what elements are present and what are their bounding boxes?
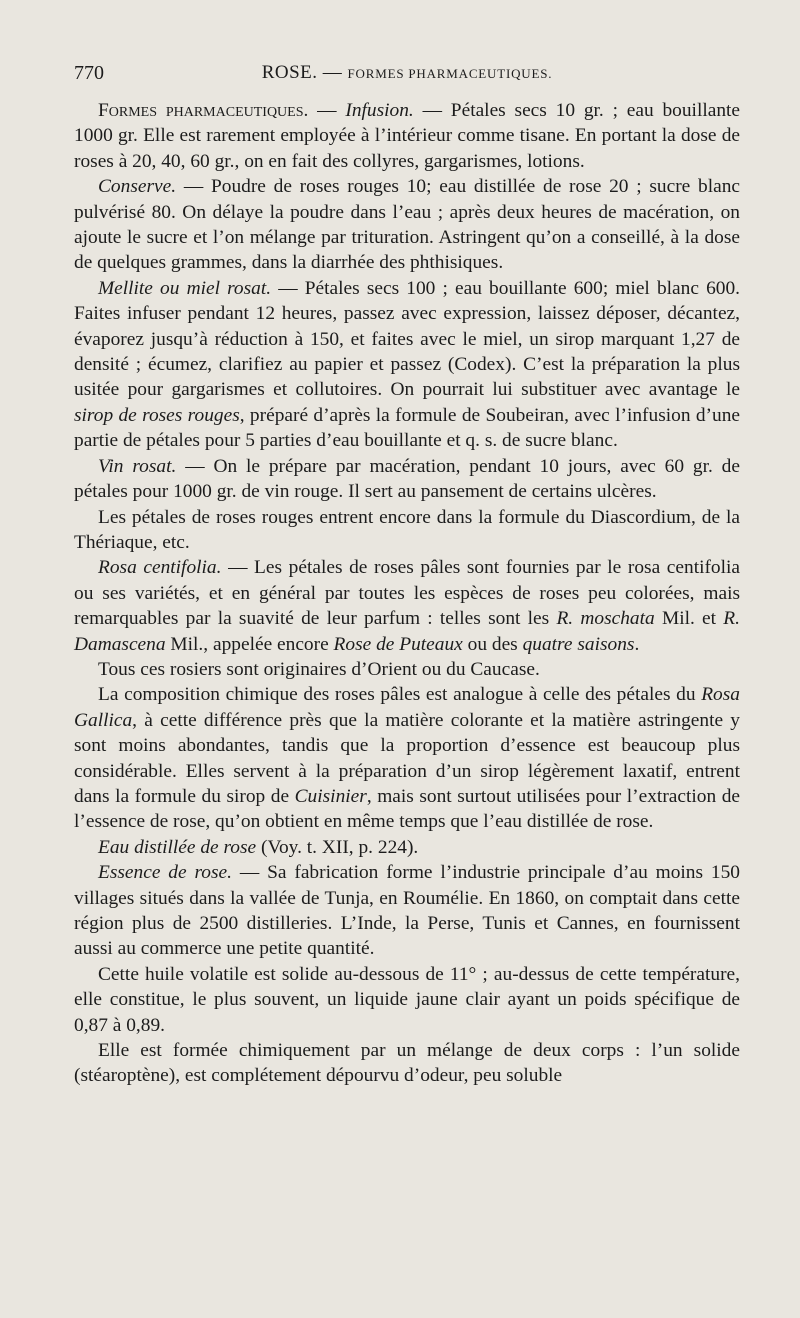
paragraph-composition-chimique — [74, 1038, 740, 1089]
text-run: Tous ces rosiers sont originaires d’Orient ou du Caucase. — [98, 658, 540, 680]
text-run: — Sa fabrication forme l’industrie principale d’au moins 150 villages situés dans la vallée de Tunja, en Roumélie. En 1860, on comptait dans cette région plus de 2500 distilleries. L’Inde, la Perse, Tunis et Cannes, en fournissent aussi au commerce une petite quantité. — [74, 862, 740, 960]
term-quatre-saisons: quatre saisons — [522, 633, 635, 655]
text-run: Les pétales de roses rouges entrent encore dans la formule du Diascordium, de la Thériaque, etc. — [74, 506, 740, 553]
paragraph-origine — [74, 657, 740, 682]
paragraph-conserve — [74, 174, 740, 276]
page-body — [74, 98, 740, 1089]
page-number: 770 — [74, 62, 104, 84]
paragraph-rosa-centifolia — [74, 555, 740, 657]
text-run: Elle est formée chimiquement par un mélange de deux corps : l’un solide (stéaroptène), est complétement dépourvu d’odeur, peu soluble — [74, 1040, 740, 1087]
running-dash: — — [322, 62, 343, 83]
text-run: , mais sont surtout utilisées pour l’extraction de l’essence de rose, qu’on obtient en même temps que l’eau distillée de rose. — [74, 785, 740, 833]
paragraph-eau-distillee — [74, 835, 740, 860]
text-run: — Poudre de roses rouges 10; eau distillée de rose 20 ; sucre blanc pulvérisé 80. On délaye la poudre dans l’eau ; après deux heures de macération, on ajoute le sucre et l’on mélange par trituration. Astringent qu’on a conseillé, à la dose de quelques grammes, dans la diarrhée des phthisiques. — [74, 176, 740, 274]
text-run: — Pétales secs 100 ; eau bouillante 600; miel blanc 600. Faites infuser pendant 12 heures, passez avec expression, laissez déposer, décantez, évaporez jusqu’à réduction à 150, et faites avec le miel, un sirop marquant 1,27 de densité ; écumez, clarifiez au papier et passez (Codex). C’est la préparation la plus usitée pour gargarismes et collutoires. On pourrait lui substituer avec avantage le — [74, 277, 741, 401]
running-title: ROSE. — [261, 62, 318, 83]
text-run: — On le prépare par macération, pendant 10 jours, avec 60 gr. de pétales pour 1000 gr. de vin rouge. Il sert au pansement de certains ulcères. — [74, 455, 740, 503]
term-mellite: Mellite ou miel rosat. — [98, 277, 272, 299]
term-r-moschata: R. moschata — [556, 608, 655, 630]
term-eau-distillee: Eau distillée de rose — [98, 836, 257, 858]
text-run: . — [634, 633, 640, 655]
text-run: — — [308, 100, 346, 121]
section-heading: Formes pharmaceutiques. — [98, 100, 309, 121]
paragraph-vin-rosat — [74, 454, 740, 505]
term-cuisinier: Cuisinier — [294, 785, 367, 807]
paragraph-formes-pharmaceutiques — [74, 98, 740, 174]
paragraph-huile-volatile — [74, 962, 740, 1038]
text-run: , à cette différence près que la matière colorante et la matière astringente y sont moins abondantes, tandis que la proportion d’essence est beaucoup plus considérable. Elles servent à la préparation d’un sirop légèrement laxatif, entrent dans la formule du sirop de — [74, 709, 740, 807]
text-run: — Les pétales de roses pâles sont fournies par le rosa centifolia ou ses variétés, et en général par toutes les espèces de roses peu colorées, mais remarquables par la suavité de leur parfum : telles sont les — [74, 557, 740, 630]
paragraph-essence-de-rose — [74, 860, 740, 962]
text-run: — Pétales secs 10 gr. ; eau bouillante 1000 gr. Elle est rarement employée à l’intérieur comme tisane. En portant la dose de roses à 20, 40, 60 gr., on en fait des collyres, gargarismes, lotions. — [74, 100, 741, 172]
text-run: ou des — [462, 633, 523, 655]
text-run: (Voy. t. XII, p. 224). — [256, 836, 419, 858]
running-head — [74, 62, 740, 84]
text-run: , préparé d’après la formule de Soubeiran, avec l’infusion d’une partie de pétales pour 5 parties d’eau bouillante et q. s. de sucre blanc. — [74, 404, 741, 452]
text-run: Cette huile volatile est solide au-dessous de 11° ; au-dessus de cette température, elle constitue, le plus souvent, un liquide jaune clair ayant un poids spécifique de 0,87 à 0,89. — [74, 963, 740, 1036]
term-rosa-centifolia: Rosa centifolia. — [98, 557, 222, 579]
text-run: Mil. et — [654, 608, 724, 630]
term-vin-rosat: Vin rosat. — [98, 455, 177, 477]
term-conserve: Conserve. — [98, 176, 177, 198]
paragraph-composition — [74, 682, 740, 834]
term-essence-de-rose: Essence de rose. — [98, 862, 232, 884]
term-rosa-gallica: Rosa Gallica — [74, 684, 740, 731]
term-sirop-roses-rouges: sirop de roses rouges — [74, 404, 240, 426]
term-infusion: Infusion. — [345, 100, 414, 121]
text-run: La composition chimique des roses pâles est analogue à celle des pétales du — [98, 684, 702, 706]
text-run: Mil., appelée encore — [165, 633, 334, 655]
term-rose-de-puteaux: Rose de Puteaux — [333, 633, 463, 655]
paragraph-mellite — [74, 276, 740, 454]
term-r-damascena: R. Damascena — [74, 608, 740, 655]
page-header — [74, 62, 740, 90]
paragraph-diascordium — [74, 505, 740, 556]
running-subtitle: FORMES PHARMACEUTIQUES. — [347, 66, 553, 81]
